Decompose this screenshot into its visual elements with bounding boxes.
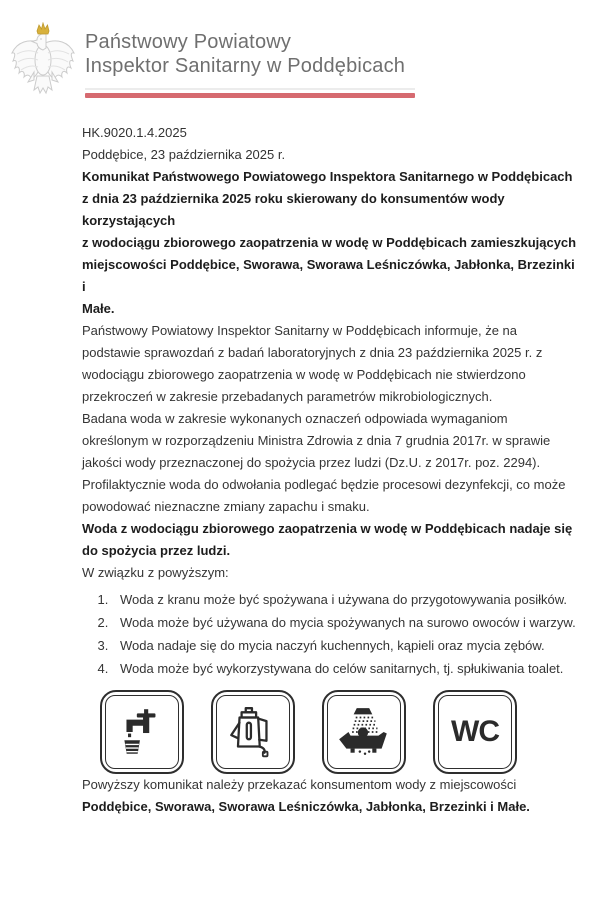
document-meta [82,122,600,166]
pictogram-drinking-water [100,690,184,774]
polish-eagle-logo [8,22,78,104]
usage-list-item: 4. Woda może być wykorzystywana do celów sanitarnych, tj. spłukiwania toalet. [112,657,577,680]
paragraph-lab-results [82,320,577,474]
pictogram-kettle-inner [216,695,290,769]
divider-light [85,88,415,90]
place-and-date: Poddębice, 23 października 2025 r. [82,147,286,162]
eagle-emblem-icon [8,22,78,104]
paragraph-disinfection: Profilaktycznie woda do odwołania podlegać będzie procesowi dezynfekcji, co może powodować nieznaczne zmiany zapachu i smaku. [82,477,566,514]
water-usage-list [82,588,577,680]
heading-line: z wodociągu zbiorowego zaopatrzenia w wodę w Poddębicach zamieszkujących [82,235,577,250]
wc-icon: WC [451,715,499,748]
pictogram-drinking-water-inner [105,695,179,769]
accent-divider [85,93,415,98]
pictogram-wc [433,690,517,774]
org-name-line1: Państwowy Powiatowy [85,31,292,53]
shower-bath-icon [335,703,393,761]
usage-list-item: 2. Woda może być używana do mycia spożywanych na surowo owoców i warzyw. [112,611,577,634]
pictogram-kettle [211,690,295,774]
pictogram-row [100,690,577,774]
pictogram-bathing [322,690,406,774]
org-name [85,30,515,98]
usage-list-intro: W związku z powyższym: [82,565,229,580]
letterhead [0,0,600,106]
regulation-text: Badana woda w zakresie wykonanych oznaczeń odpowiada wymaganiom określonym w rozporządzeniu Ministra Zdrowia z dnia 7 grudnia 2017r. w sprawie jakości wody przeznaczonej do spożycia przez ludzi (Dz.U. z 2017r. poz. 2294). [82,411,551,470]
pictogram-bathing-inner [327,695,401,769]
usage-list-item: 1. Woda z kranu może być spożywana i używana do przygotowywania posiłków. [112,588,577,611]
kettle-icon [224,703,282,761]
tap-and-glass-icon [113,703,171,761]
footer-note-localities: Poddębice, Sworawa, Sworawa Leśniczówka, Jabłonka, Brzezinki i Małe. [82,799,530,814]
conclusion-statement: Woda z wodociągu zbiorowego zaopatrzenia w wodę w Poddębicach nadaje się do spożycia przez ludzi. [82,521,573,558]
reference-number: HK.9020.1.4.2025 [82,125,187,140]
footer-note-text: Powyższy komunikat należy przekazać konsumentom wody z miejscowości [82,777,517,792]
lab-results-text: Państwowy Powiatowy Inspektor Sanitarny w Poddębicach informuje, że na podstawie sprawozdań z badań laboratoryjnych z dnia 23 października 2025 r. z wodociągu zbiorowego zaopatrzenia w wodę w Poddębicach nie stwierdzono przekroczeń w zakresie przebadanych parametrów mikrobiologicznych. [82,323,543,404]
heading-line: Komunikat Państwowego Powiatowego Inspektora Sanitarnego w Poddębicach [82,169,573,184]
announcement-heading [82,166,577,320]
usage-list-item: 3. Woda nadaje się do mycia naczyń kuchennych, kąpieli oraz mycia zębów. [112,634,577,657]
org-name-line2: Inspektor Sanitarny w Poddębicach [85,55,406,77]
footer-note [82,774,577,818]
heading-line: miejscowości Poddębice, Sworawa, Sworawa Leśniczówka, Jabłonka, Brzezinki i [82,257,575,294]
pictogram-wc-inner [438,695,512,769]
document-body [82,166,577,818]
heading-line: z dnia 23 października 2025 roku skierowany do konsumentów wody korzystających [82,191,505,228]
heading-line: Małe. [82,301,115,316]
